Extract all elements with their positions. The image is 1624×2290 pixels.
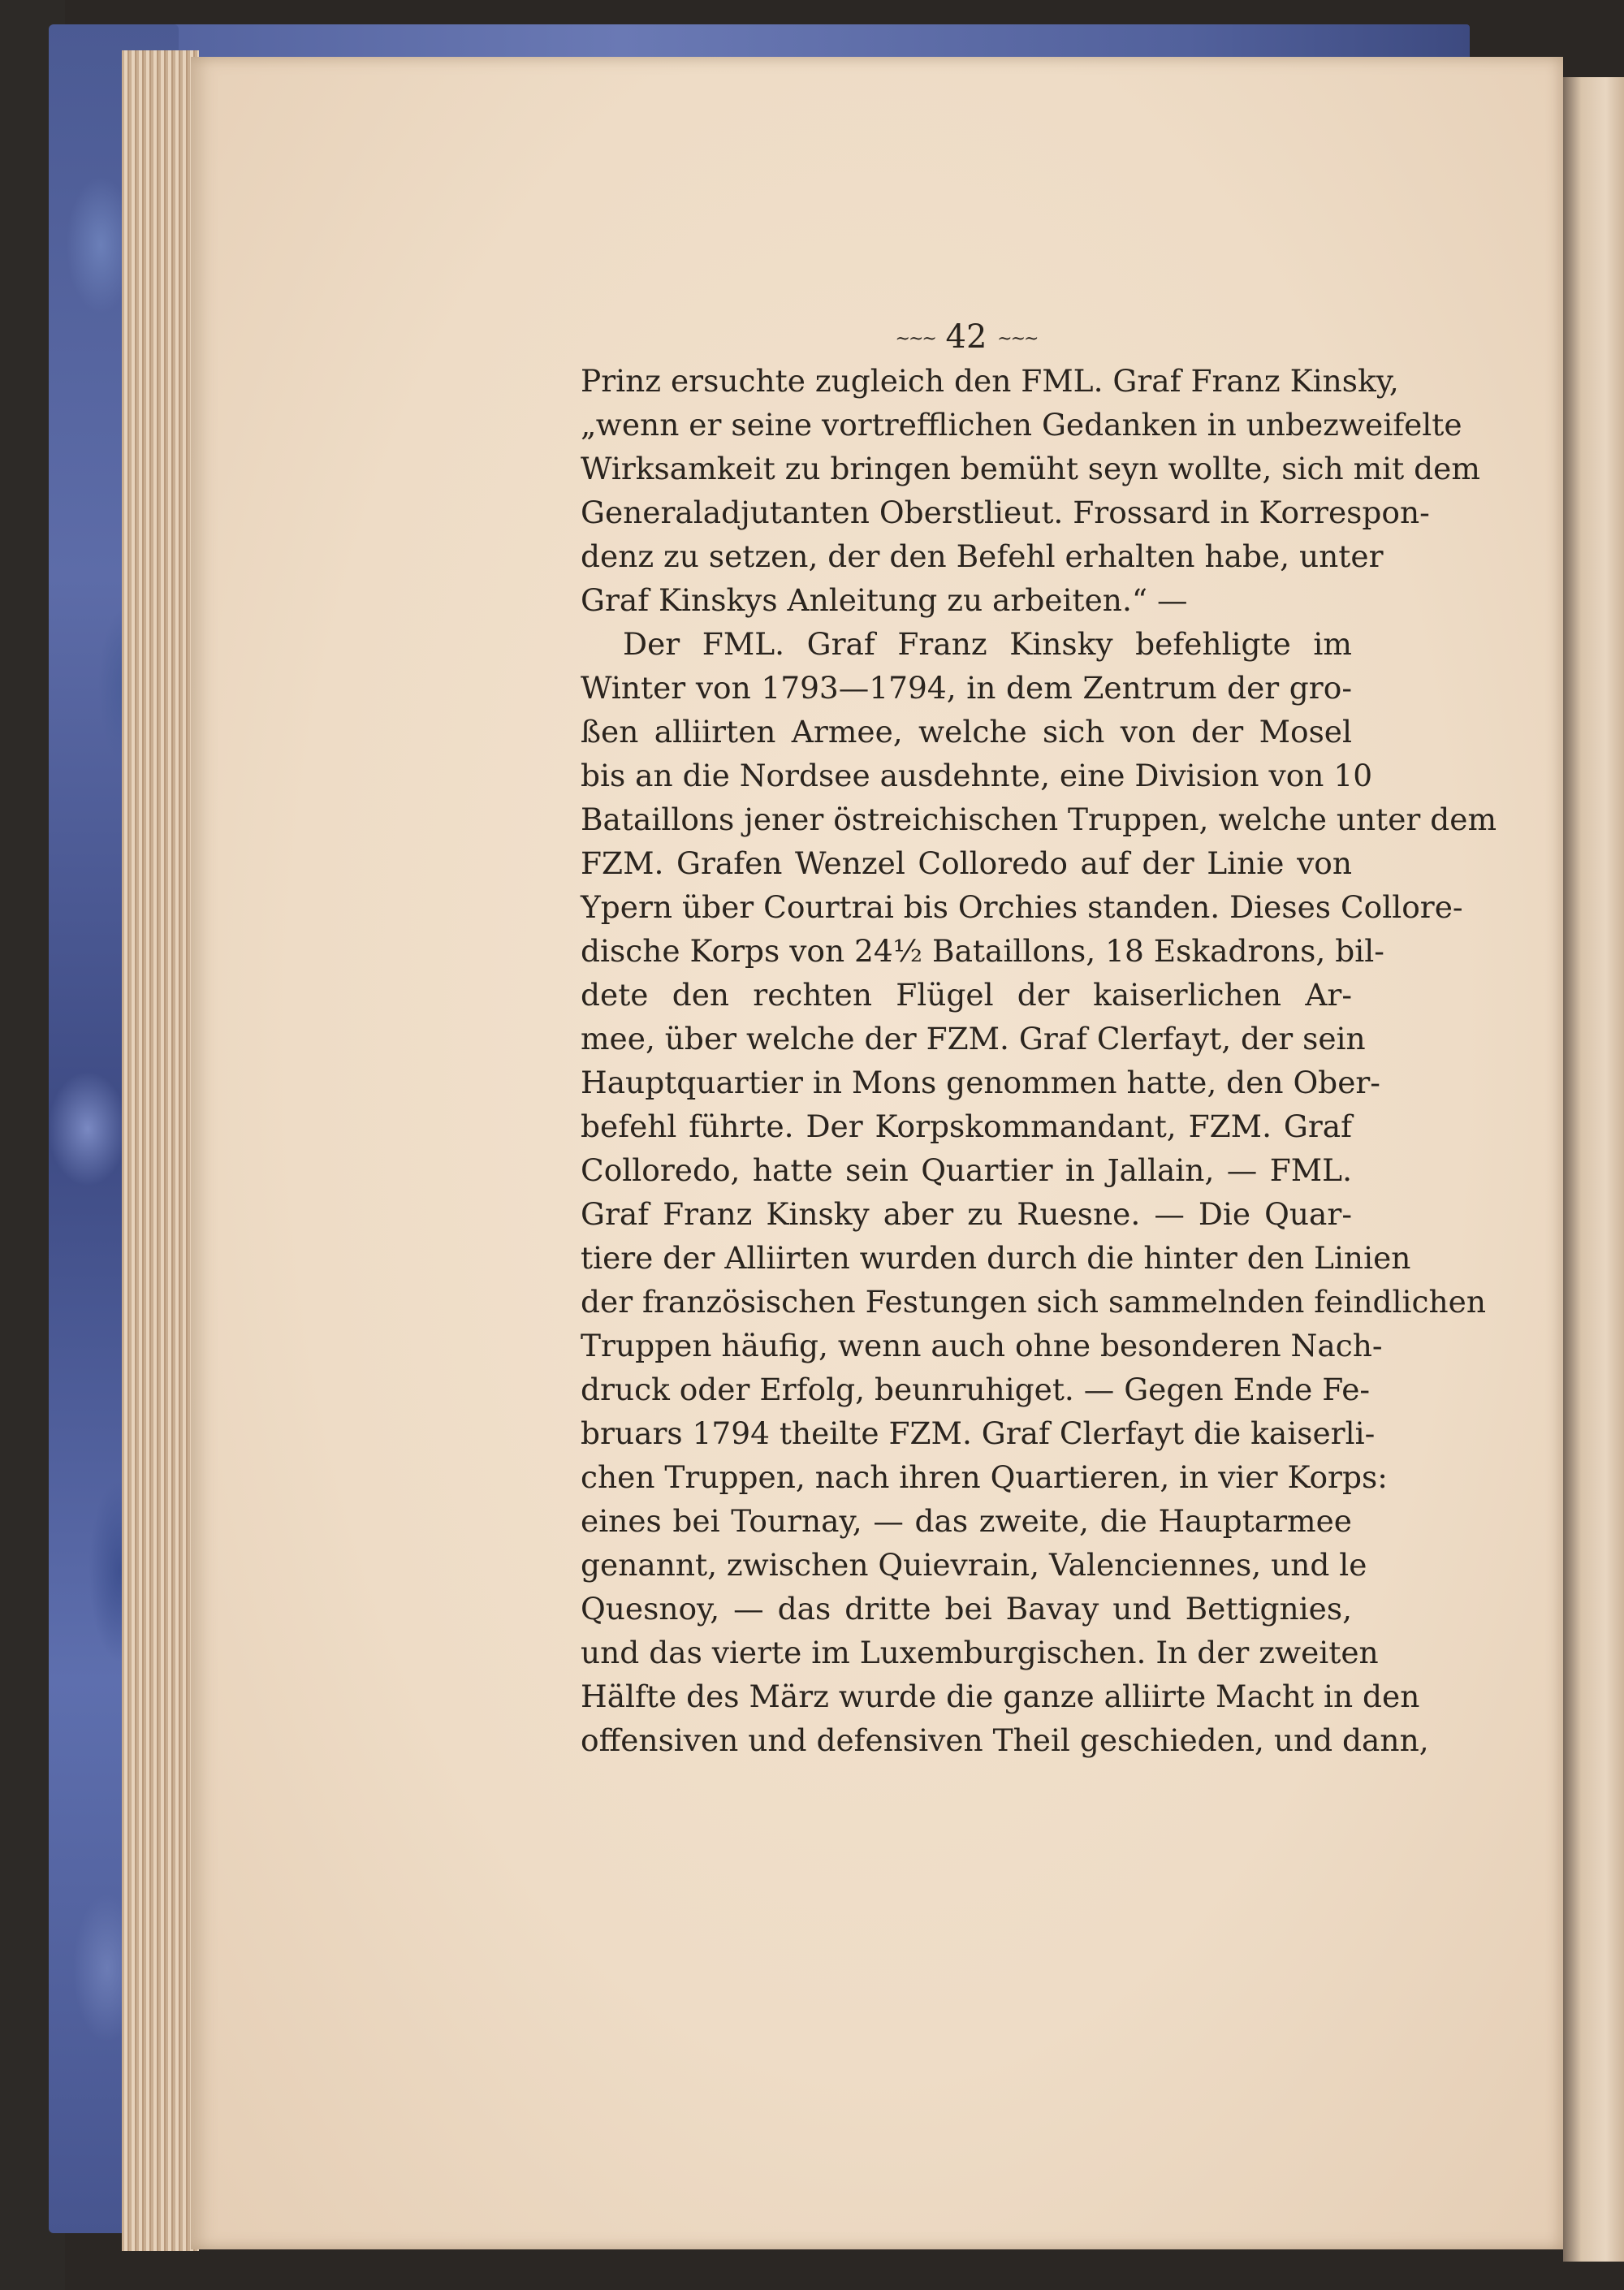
text-line: eines bei Tournay, — das zweite, die Hauptarmee <box>581 1503 1352 1539</box>
text-line: Prinz ersuchte zugleich den FML. Graf Franz Kinsky, <box>581 363 1399 399</box>
text-line: Truppen häufig, wenn auch ohne besonderen Nach- <box>581 1328 1383 1363</box>
text-line: Bataillons jener östreichischen Truppen, welche unter dem <box>581 802 1497 837</box>
text-line: „wenn er seine vortrefflichen Gedanken in unbezweifelte <box>581 407 1462 443</box>
page-edges-stack <box>122 50 199 2251</box>
text-line: denz zu setzen, der den Befehl erhalten habe, unter <box>581 538 1384 574</box>
text-line: genannt, zwischen Quievrain, Valenciennes, und le <box>581 1547 1367 1583</box>
text-line: tiere der Alliirten wurden durch die hinter den Linien <box>581 1240 1411 1276</box>
ornament-right-icon: ~~~ <box>997 329 1038 349</box>
ornament-left-icon: ~~~ <box>895 329 935 349</box>
text-line: Winter von 1793—1794, in dem Zentrum der gro- <box>581 670 1352 706</box>
text-line: druck oder Erfolg, beunruhiget. — Gegen Ende Fe- <box>581 1372 1371 1407</box>
text-line: Hauptquartier in Mons genommen hatte, den Ober- <box>581 1065 1380 1100</box>
text-line: bruars 1794 theilte FZM. Graf Clerfayt die kaiserli- <box>581 1415 1376 1451</box>
text-line: Graf Franz Kinsky aber zu Ruesne. — Die Quar- <box>581 1196 1352 1232</box>
text-line: offensiven und defensiven Theil geschieden, und dann, <box>581 1722 1429 1758</box>
text-line: befehl führte. Der Korpskommandant, FZM. Graf <box>581 1108 1352 1144</box>
text-line: und das vierte im Luxemburgischen. In der zweiten <box>581 1635 1379 1670</box>
text-line: Hälfte des März wurde die ganze alliirte Macht in den <box>581 1679 1420 1714</box>
facing-page-edge <box>1563 77 1624 2262</box>
text-line: mee, über welche der FZM. Graf Clerfayt, der sein <box>581 1021 1366 1056</box>
text-line: ßen alliirten Armee, welche sich von der Mosel <box>581 714 1352 750</box>
text-line: Graf Kinskys Anleitung zu arbeiten.“ — <box>581 582 1188 618</box>
text-line: FZM. Grafen Wenzel Colloredo auf der Linie von <box>581 845 1352 881</box>
text-line: der französischen Festungen sich sammelnden feindlichen <box>581 1284 1486 1320</box>
text-line: Quesnoy, — das dritte bei Bavay und Bettignies, <box>581 1591 1352 1627</box>
text-line: dische Korps von 24½ Bataillons, 18 Eskadrons, bil- <box>581 933 1384 969</box>
page-header <box>865 315 1068 359</box>
text-line: dete den rechten Flügel der kaiserlichen Ar- <box>581 977 1352 1013</box>
text-line: Colloredo, hatte sein Quartier in Jallain, — FML. <box>581 1152 1352 1188</box>
text-line: Der FML. Graf Franz Kinsky befehligte im <box>623 626 1352 662</box>
text-line: chen Truppen, nach ihren Quartieren, in vier Korps: <box>581 1459 1388 1495</box>
text-line: Ypern über Courtrai bis Orchies standen. Dieses Collore- <box>581 889 1463 925</box>
page-number: 42 <box>945 318 987 356</box>
text-line: Generaladjutanten Oberstlieut. Frossard in Korrespon- <box>581 495 1430 530</box>
text-line: bis an die Nordsee ausdehnte, eine Division von 10 <box>581 758 1373 793</box>
text-line: Wirksamkeit zu bringen bemüht seyn wollte, sich mit dem <box>581 451 1480 486</box>
